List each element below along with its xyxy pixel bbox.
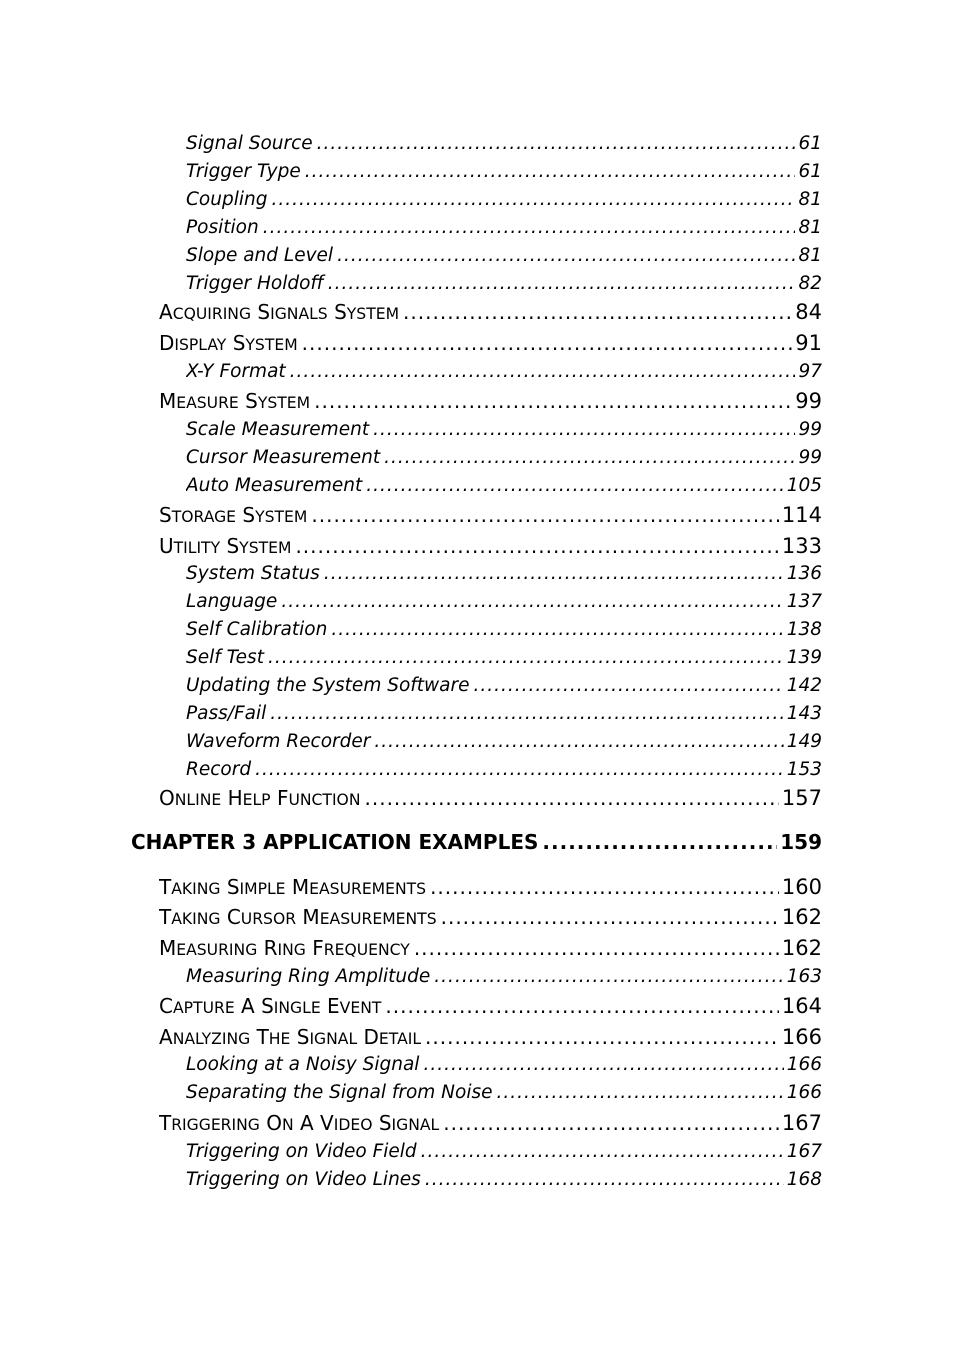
dot-leader	[474, 673, 784, 699]
dot-leader	[425, 1167, 784, 1193]
toc-entry-section[interactable]	[159, 329, 822, 357]
toc-entry-page-number: 153	[786, 759, 822, 780]
toc-entry-page-number: 162	[781, 936, 822, 960]
dot-leader	[305, 159, 796, 185]
toc-entry-title: CHAPTER 3 APPLICATION EXAMPLES	[131, 830, 539, 854]
toc-entry-page-number: 61	[798, 161, 822, 182]
toc-entry-title: Waveform Recorder	[186, 731, 371, 752]
toc-entry-sub[interactable]	[186, 561, 822, 587]
toc-entry-title: TAKING CURSOR MEASUREMENTS	[159, 905, 437, 929]
toc-entry-page-number: 162	[781, 905, 822, 929]
dot-leader	[414, 934, 779, 962]
dot-leader	[302, 329, 793, 357]
toc-entry-page-number: 143	[786, 703, 822, 724]
toc-entry-page-number: 81	[798, 245, 822, 266]
toc-entry-title: Measuring Ring Amplitude	[186, 966, 431, 987]
toc-entry-sub[interactable]	[186, 1167, 822, 1193]
toc-entry-page-number: 163	[786, 966, 822, 987]
toc-entry-section[interactable]	[159, 903, 822, 931]
dot-leader	[441, 903, 779, 931]
toc-entry-page-number: 81	[798, 217, 822, 238]
toc-entry-sub[interactable]	[186, 617, 822, 643]
toc-entry-section[interactable]	[159, 992, 822, 1020]
toc-entry-title: Separating the Signal from Noise	[186, 1082, 493, 1103]
dot-leader	[373, 417, 795, 443]
toc-entry-page-number: 160	[781, 875, 822, 899]
toc-entry-title: Self Test	[186, 647, 264, 668]
dot-leader	[328, 271, 796, 297]
toc-entry-sub[interactable]	[186, 1080, 822, 1106]
toc-entry-sub[interactable]	[186, 964, 822, 990]
toc-entry-title: ANALYZING THE SIGNAL DETAIL	[159, 1025, 422, 1049]
toc-entry-title: ACQUIRING SIGNALS SYSTEM	[159, 300, 400, 324]
toc-entry-page-number: 139	[786, 647, 822, 668]
dot-leader	[421, 1139, 784, 1165]
dot-leader	[542, 827, 777, 857]
toc-entry-title: MEASURING RING FREQUENCY	[159, 936, 410, 960]
toc-entry-page-number: 164	[781, 994, 822, 1018]
dot-leader	[314, 387, 792, 415]
toc-entry-sub[interactable]	[186, 701, 822, 727]
toc-entry-sub[interactable]	[186, 131, 822, 157]
toc-entry-page-number: 136	[786, 563, 822, 584]
dot-leader	[497, 1080, 784, 1106]
toc-entry-page-number: 159	[780, 830, 822, 854]
toc-entry-title: Trigger Holdoff	[186, 273, 324, 294]
toc-entry-sub[interactable]	[186, 645, 822, 671]
toc-entry-title: Auto Measurement	[186, 475, 363, 496]
dot-leader	[423, 1052, 783, 1078]
toc-entry-page-number: 133	[781, 534, 822, 558]
toc-entry-title: Self Calibration	[186, 619, 328, 640]
toc-entry-title: X-Y Format	[186, 361, 286, 382]
dot-leader	[270, 701, 783, 727]
toc-entry-title: Record	[186, 759, 252, 780]
toc-entry-section[interactable]	[159, 1109, 822, 1137]
toc-entry-page-number: 99	[798, 419, 822, 440]
toc-entry-title: Slope and Level	[186, 245, 334, 266]
toc-entry-page-number: 149	[786, 731, 822, 752]
toc-entry-title: TRIGGERING ON A VIDEO SIGNAL	[159, 1111, 440, 1135]
toc-entry-page-number: 166	[786, 1082, 822, 1103]
toc-entry-page-number: 167	[786, 1141, 822, 1162]
dot-leader	[403, 298, 792, 326]
toc-entry-page-number: 97	[798, 361, 822, 382]
toc-entry-page-number: 105	[786, 475, 822, 496]
toc-entry-title: ONLINE HELP FUNCTION	[159, 786, 361, 810]
toc-entry-sub[interactable]	[186, 729, 822, 755]
toc-entry-title: Pass/Fail	[186, 703, 267, 724]
toc-entry-sub[interactable]	[186, 359, 822, 385]
toc-entry-sub[interactable]	[186, 243, 822, 269]
toc-entry-page-number: 138	[786, 619, 822, 640]
toc-entry-page-number: 91	[795, 331, 822, 355]
toc-entry-title: Triggering on Video Field	[186, 1141, 417, 1162]
toc-entry-title: STORAGE SYSTEM	[159, 503, 308, 527]
toc-entry-title: MEASURE SYSTEM	[159, 389, 311, 413]
toc-entry-page-number: 81	[798, 189, 822, 210]
toc-entry-title: DISPLAY SYSTEM	[159, 331, 298, 355]
toc-entry-section[interactable]	[159, 387, 822, 415]
toc-entry-sub[interactable]	[186, 589, 822, 615]
dot-leader	[295, 532, 778, 560]
toc-entry-title: Signal Source	[186, 133, 313, 154]
toc-entry-sub[interactable]	[186, 215, 822, 241]
toc-entry-sub[interactable]	[186, 1139, 822, 1165]
toc-entry-section[interactable]	[159, 784, 822, 812]
toc-entry-sub[interactable]	[186, 757, 822, 783]
dot-leader	[374, 729, 783, 755]
dot-leader	[268, 645, 784, 671]
toc-entry-page-number: 99	[798, 447, 822, 468]
toc-entry-title: Trigger Type	[186, 161, 301, 182]
toc-entry-title: Scale Measurement	[186, 419, 370, 440]
dot-leader	[384, 445, 795, 471]
toc-entry-section[interactable]	[159, 934, 822, 962]
toc-entry-page-number: 166	[786, 1054, 822, 1075]
dot-leader	[434, 964, 783, 990]
toc-entry-sub[interactable]	[186, 187, 822, 213]
toc-entry-title: Language	[186, 591, 278, 612]
toc-entry-sub[interactable]	[186, 445, 822, 471]
toc-entry-section[interactable]	[159, 501, 822, 529]
dot-leader	[337, 243, 795, 269]
dot-leader	[311, 501, 779, 529]
toc-entry-page-number: 99	[795, 389, 822, 413]
toc-entry-sub[interactable]	[186, 473, 822, 499]
dot-leader	[263, 215, 796, 241]
dot-leader	[365, 784, 779, 812]
toc-entry-page-number: 167	[781, 1111, 822, 1135]
toc-entry-page-number: 84	[795, 300, 822, 324]
toc-entry-page-number: 114	[781, 503, 822, 527]
dot-leader	[281, 589, 783, 615]
dot-leader	[425, 1023, 779, 1051]
dot-leader	[317, 131, 796, 157]
toc-entry-sub[interactable]	[186, 673, 822, 699]
toc-entry-title: Cursor Measurement	[186, 447, 381, 468]
toc-entry-title: System Status	[186, 563, 320, 584]
toc-entry-sub[interactable]	[186, 159, 822, 185]
toc-entry-section[interactable]	[159, 873, 822, 901]
toc-entry-page-number: 166	[781, 1025, 822, 1049]
toc-entry-page-number: 142	[786, 675, 822, 696]
toc-entry-sub[interactable]	[186, 271, 822, 297]
dot-leader	[366, 473, 783, 499]
toc-entry-section[interactable]	[159, 298, 822, 326]
toc-entry-page-number: 168	[786, 1169, 822, 1190]
dot-leader	[290, 359, 796, 385]
dot-leader	[271, 187, 795, 213]
toc-entry-title: Coupling	[186, 189, 268, 210]
toc-entry-sub[interactable]	[186, 1052, 822, 1078]
toc-entry-page-number: 137	[786, 591, 822, 612]
dot-leader	[430, 873, 779, 901]
toc-entry-page-number: 82	[798, 273, 822, 294]
toc-entry-sub[interactable]	[186, 417, 822, 443]
toc-entry-title: Triggering on Video Lines	[186, 1169, 421, 1190]
dot-leader	[324, 561, 784, 587]
dot-leader	[385, 992, 779, 1020]
dot-leader	[331, 617, 783, 643]
toc-entry-title: Updating the System Software	[186, 675, 470, 696]
toc-entry-title: TAKING SIMPLE MEASUREMENTS	[159, 875, 427, 899]
toc-entry-title: Looking at a Noisy Signal	[186, 1054, 420, 1075]
toc-entry-section[interactable]	[159, 1023, 822, 1051]
toc-entry-chapter[interactable]	[131, 827, 822, 857]
toc-entry-page-number: 157	[781, 786, 822, 810]
dot-leader	[255, 757, 784, 783]
dot-leader	[443, 1109, 779, 1137]
toc-entry-section[interactable]	[159, 532, 822, 560]
toc-entry-title: CAPTURE A SINGLE EVENT	[159, 994, 382, 1018]
toc-entry-page-number: 61	[798, 133, 822, 154]
toc-entry-title: UTILITY SYSTEM	[159, 534, 292, 558]
toc-entry-title: Position	[186, 217, 259, 238]
